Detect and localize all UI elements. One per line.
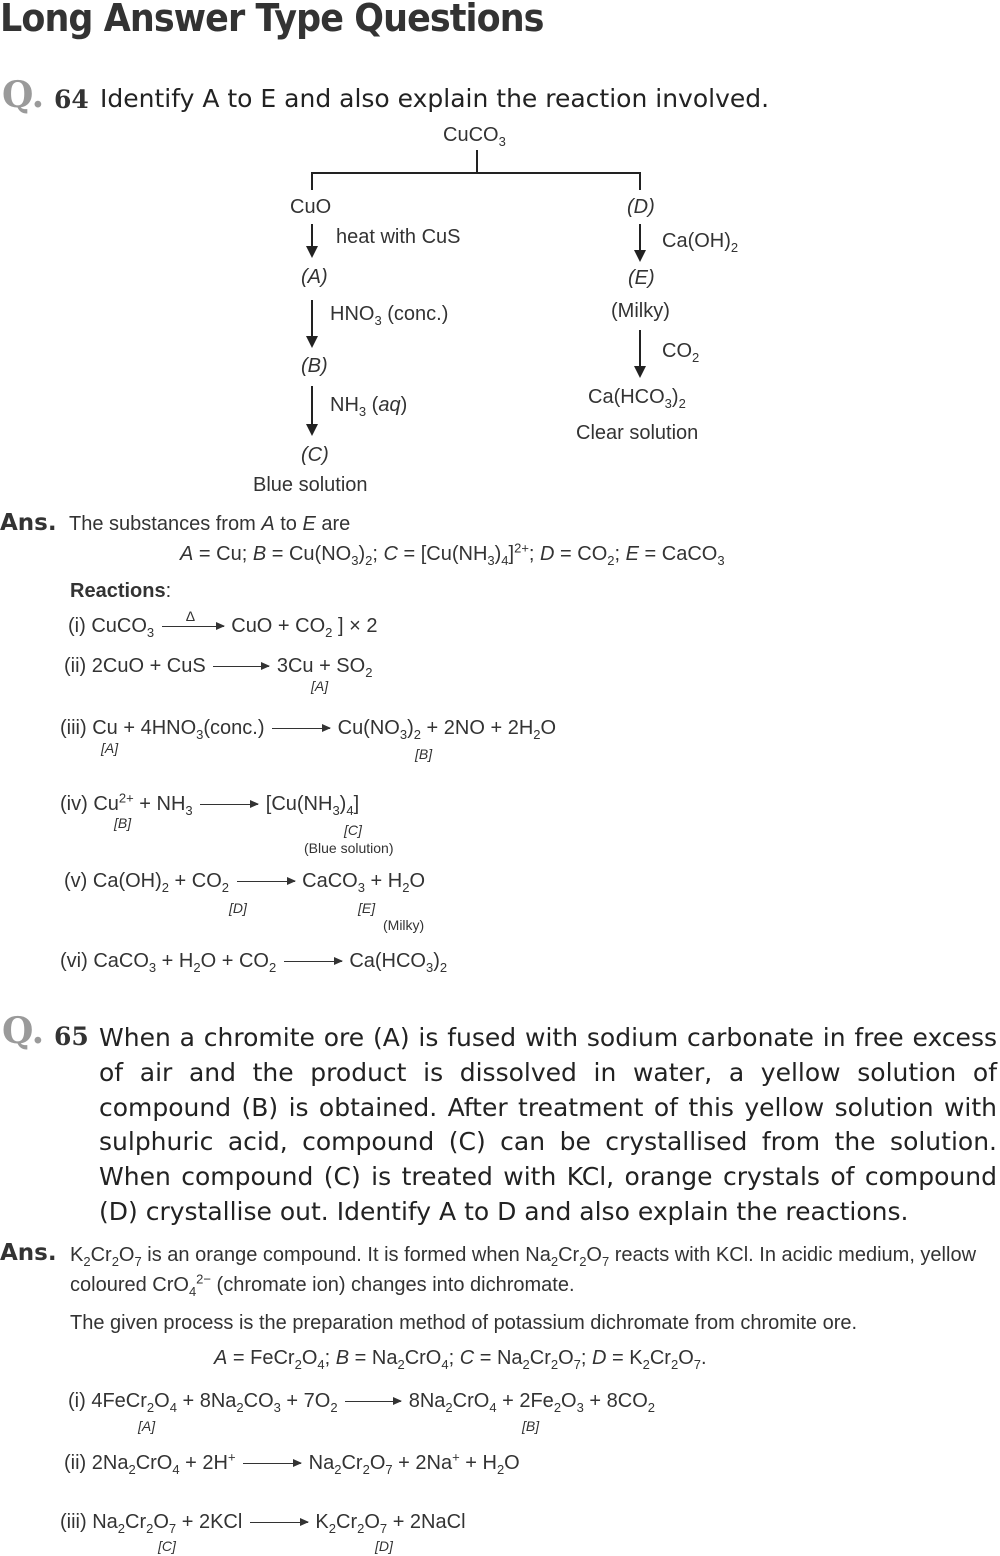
reaction-64-ii: (ii) 2CuO + CuS $3Cu + SO_2$ [64,655,373,680]
diagram-reagent-heat-cus: heat with CuS [336,226,461,248]
reaction-65-iii-label-d: [D] [375,1538,393,1554]
diagram-node-cuco3: CuCO$_3$ [443,124,506,149]
answer-p1-q65: $K_2Cr_2O_7$ is an orange compound. It is formed when $Na_2Cr_2O_7$ reacts with KCl. In acidic medium, yellow coloured CrO$_4^{2-}$ (chromate ion) changes into dichromate. [70,1244,977,1299]
reaction-64-iv-label-b: [B] [114,815,132,831]
question-number-q65: 65 [54,1022,89,1051]
reactions-label-q64: Reactions: [70,580,172,602]
reaction-65-ii: (ii) $2Na_2CrO_4 + 2H^+$ $Na_2Cr_2O_7 + 2Na^+ + H_2O$ [64,1449,520,1477]
question-number-q64: 64 [54,85,89,114]
diagram-reagent-hno3: $HNO_3$ (conc.) [330,303,449,328]
diagram-note-clear: Clear solution [576,422,699,444]
reaction-64-v-label-d: [D] [229,900,247,916]
diagram-node-c: (C) [301,444,329,466]
answer-identities-q64: A = Cu; $B = Cu(NO_3)_2$; $C = [Cu(NH_3)_4]^{2+}$; $D = CO_2$; E = CaCO$_3$ [180,540,725,568]
reaction-64-iii-label-a: [A] [101,740,119,756]
reaction-64-iii: (iii) $Cu + 4HNO_3(conc.) Cu(NO_3)_2 + 2NO + 2H_2O$ [60,717,557,742]
reaction-64-i: (i) CuCO$_3$ Δ CuO + $CO_2$ ] × 2 [68,608,378,640]
reaction-64-iii-label-b: [B] [415,746,433,762]
diagram-node-e: (E) [628,267,655,289]
reaction-64-v: (v) $Ca(OH)_2 + CO_2$ CaCO$_3$ + $H_2O$ [64,870,425,895]
reaction-64-v-note: (Milky) [383,917,425,933]
section-title: Long Answer Type Questions [0,0,544,40]
diagram-node-a: (A) [301,266,328,288]
diagram-node-cuo: CuO [290,196,332,218]
diagram-node-cahco3: $Ca(HCO_3)_2$ [588,386,686,411]
reaction-65-iii-label-c: [C] [158,1538,176,1554]
question-text-q64: Identify A to E and also explain the reaction involved. [100,84,770,113]
reaction-65-iii: (iii) $Na_2Cr_2O_7 + 2KCl$ $K_2Cr_2O_7$ + 2NaCl [60,1511,466,1536]
reaction-65-i-label-a: [A] [138,1418,156,1434]
question-mark-q64: Q. [2,74,45,116]
answer-p2-q65: The given process is the preparation method of potassium dichromate from chromite ore. [70,1312,858,1334]
reaction-65-i-label-b: [B] [522,1418,540,1434]
question-mark-q65: Q. [2,1010,45,1052]
reaction-64-vi: (vi) CaCO$_3$ + $H_2O + CO_2$ $Ca(HCO_3)_2$ [60,950,448,975]
answer-label-q64: Ans. [0,510,57,536]
diagram-node-b: (B) [301,355,328,377]
answer-identities-q65: $A = FeCr_2O_4$; $B = Na_2CrO_4$; $C = Na_2Cr_2O_7$; $D = K_2Cr_2O_7$. [214,1347,707,1372]
reaction-64-iv-note: (Blue solution) [304,840,394,856]
diagram-note-milky: (Milky) [611,300,670,322]
reaction-64-iv: (iv) $Cu^{2+} + NH_3$ $[Cu(NH_3)_4]$ [60,790,360,818]
diagram-note-blue: Blue solution [253,474,368,496]
reaction-65-i: (i) $4FeCr_2O_4 + 8Na_2CO_3 + 7O_2$ $8Na_2CrO_4 + 2Fe_2O_3 + 8CO_2$ [68,1390,655,1415]
question-text-q65: When a chromite ore (A) is fused with sodium carbonate in free excess of air and the product is dissolved in water, a yellow solution of compound (B) is obtained. After treatment of this yellow solution with sulphuric acid, compound (C) can be crystallised from the solution. When compound (C) is treated with KCl, orange crystals of compound (D) crystallise out. Identify A to D and also explain the reactions. [99,1023,997,1226]
reaction-64-v-label-e: [E] [358,900,376,916]
answer-intro-q64: The substances from A to E are [69,513,351,535]
diagram-node-d: (D) [627,196,655,218]
diagram-reagent-co2: $CO_2$ [662,340,700,365]
reaction-64-iv-label-c: [C] [344,822,362,838]
answer-label-q65: Ans. [0,1240,57,1266]
reaction-64-ii-label-a: [A] [311,678,329,694]
diagram-reagent-caoh2: $Ca(OH)_2$ [662,230,739,255]
diagram-reagent-nh3: $NH_3$ (aq) [330,394,408,419]
